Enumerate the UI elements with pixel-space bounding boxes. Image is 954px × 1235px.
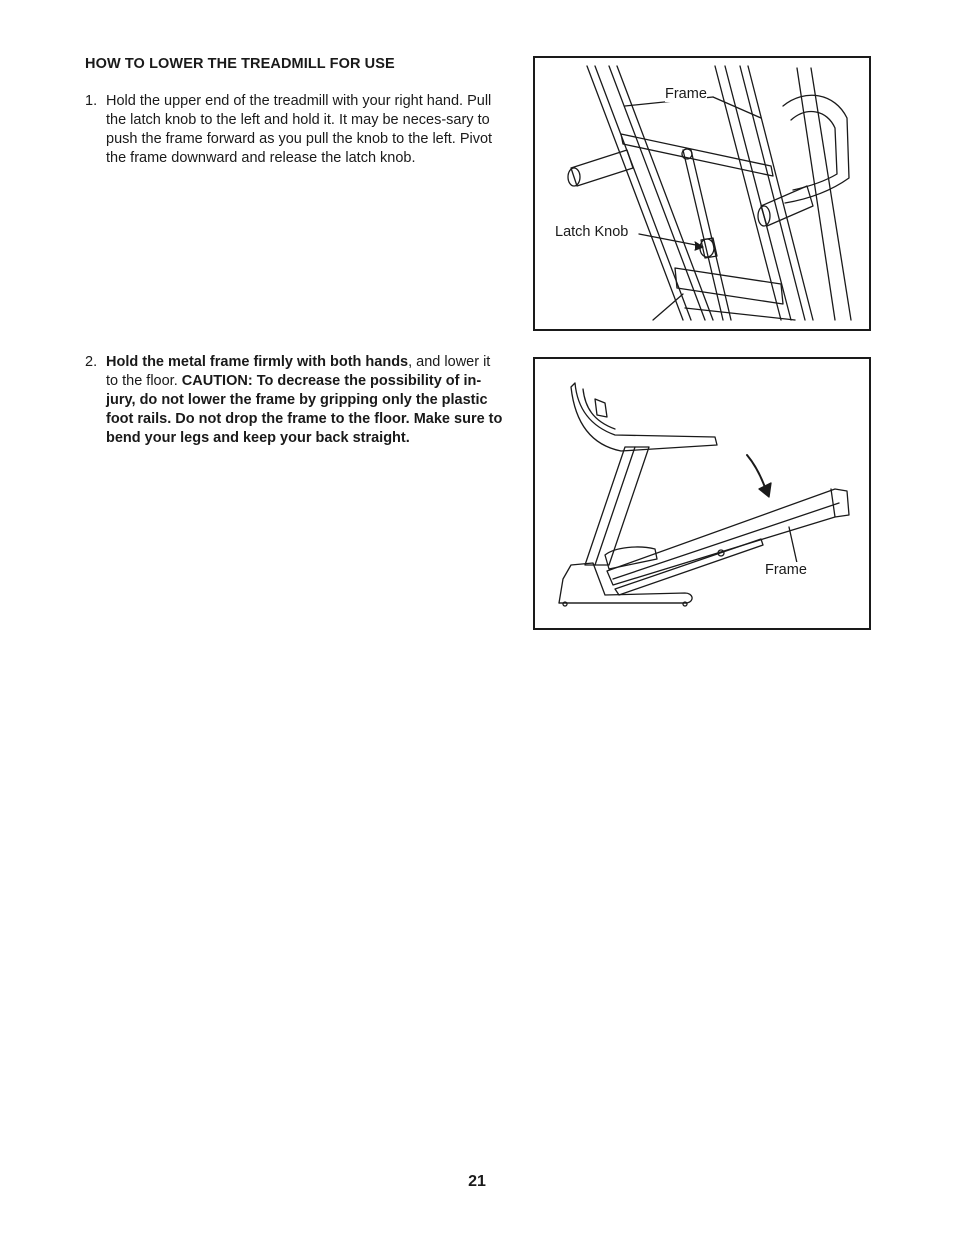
frame-label: Frame (665, 86, 707, 102)
figure-latch-knob (533, 56, 871, 331)
step-text-mid: , and lower it to the floor. (106, 354, 491, 389)
caution-text: CAUTION: To decrease the possibility of in-jury, do not lower the frame by gripping only the plastic foot rails. Do not drop the frame to the floor. Make sure to bend your legs and keep your back straight. (106, 373, 503, 446)
step-text (106, 353, 505, 448)
step-2 (85, 353, 505, 448)
section-heading: HOW TO LOWER THE TREADMILL FOR USE (85, 56, 395, 72)
frame-label: Frame (765, 562, 807, 578)
step-number: 2. (85, 354, 98, 370)
step-text: Hold the upper end of the treadmill with your right hand. Pull the latch knob to the left and hold it. It may be neces-sary to push the frame forward as you pull the knob to the left. Pivot the frame downward and release the latch knob. (106, 93, 493, 166)
treadmill-lowering-illustration (535, 359, 869, 628)
latch-knob-label: Latch Knob (555, 224, 629, 240)
figure-lowering-frame (533, 357, 871, 630)
step-number: 1. (85, 93, 98, 109)
page-number: 21 (468, 1173, 486, 1190)
step-bold-lead: Hold the metal frame firmly with both hands (106, 354, 409, 370)
step-1 (85, 92, 505, 168)
